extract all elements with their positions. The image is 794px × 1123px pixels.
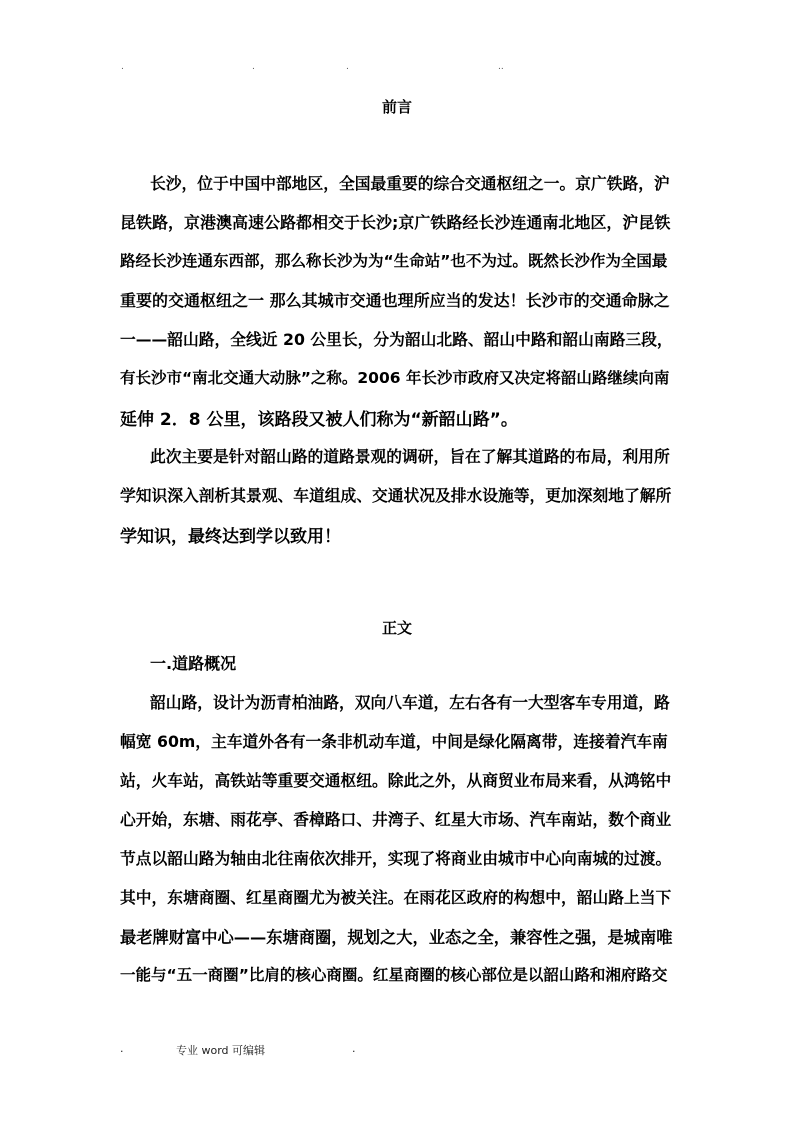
paragraph-line: 长沙，位于中国中部地区，全国最重要的综合交通枢纽之一。京广铁路，沪 — [150, 174, 670, 193]
paragraph-line: 有长沙市“南北交通大动脉”之称。2006 年长沙市政府又决定将韶山路继续向南 — [120, 369, 670, 387]
body-title: 正文 — [381, 619, 412, 637]
paragraph-line: 此次主要是针对韶山路的道路景观的调研，旨在了解其道路的布局，利用所 — [150, 447, 670, 466]
preface-title: 前言 — [381, 98, 412, 116]
section-title: 一.道路概况 — [150, 654, 237, 673]
paragraph-line: 心开始，东塘、雨花亭、香樟路口、井湾子、红星大市场、汽车南站，数个商业 — [120, 810, 672, 829]
paragraph-line: 学知识深入剖析其景观、车道组成、交通状况及排水设施等，更加深刻地了解所 — [120, 486, 672, 505]
paragraph-line: 节点以韶山路为轴由北往南依次排开，实现了将商业由城市中心向南城的过渡。 — [120, 849, 672, 868]
header-dot: . — [346, 62, 349, 72]
paragraph-line: 韶山路，设计为沥青柏油路，双向八车道，左右各有一大型客车专用道，路 — [150, 693, 670, 712]
paragraph-line: 重要的交通枢纽之一 那么其城市交通也理所应当的发达！长沙市的交通命脉之 — [120, 291, 670, 310]
header-dot: . — [252, 62, 255, 72]
paragraph-line: 一——韶山路，全线近 20 公里长，分为韶山北路、韶山中路和韶山南路三段， — [120, 330, 673, 349]
paragraph-line: 其中，东塘商圈、红星商圈尤为被关注。在雨花区政府的构想中，韶山路上当下 — [120, 888, 672, 907]
footer-text: 专业 word 可编辑 — [176, 1044, 266, 1057]
page-footer — [0, 1042, 794, 1058]
paragraph-line: 昆铁路，京港澳高速公路都相交于长沙;京广铁路经长沙连通南北地区，沪昆铁 — [120, 213, 671, 232]
paragraph-line: 一能与“五一商圈”比肩的核心商圈。红星商圈的核心部位是以韶山路和湘府路交 — [120, 966, 668, 984]
paragraph-line: 路经长沙连通东西部，那么称长沙为为“生命站”也不为过。既然长沙作为全国最 — [120, 252, 668, 270]
footer-dot: . — [120, 1042, 124, 1055]
paragraph-line: 延伸 2．8 公里，该路段又被人们称为“新韶山路”。 — [120, 410, 518, 430]
paragraph-line: 站，火车站，高铁站等重要交通枢纽。除此之外，从商贸业布局来看，从鸿铭中 — [120, 771, 672, 790]
header-dot: .. — [498, 62, 504, 72]
header-dot: . — [121, 62, 124, 72]
paragraph-line: 最老牌财富中心——东塘商圈，规划之大，业态之全，兼容性之强，是城南唯 — [120, 928, 673, 947]
header-dots — [0, 62, 794, 74]
paragraph-line: 幅宽 60m，主车道外各有一条非机动车道，中间是绿化隔离带，连接着汽车南 — [120, 732, 668, 751]
footer-dot: . — [352, 1042, 356, 1055]
paragraph-line: 学知识，最终达到学以致用！ — [120, 527, 341, 547]
